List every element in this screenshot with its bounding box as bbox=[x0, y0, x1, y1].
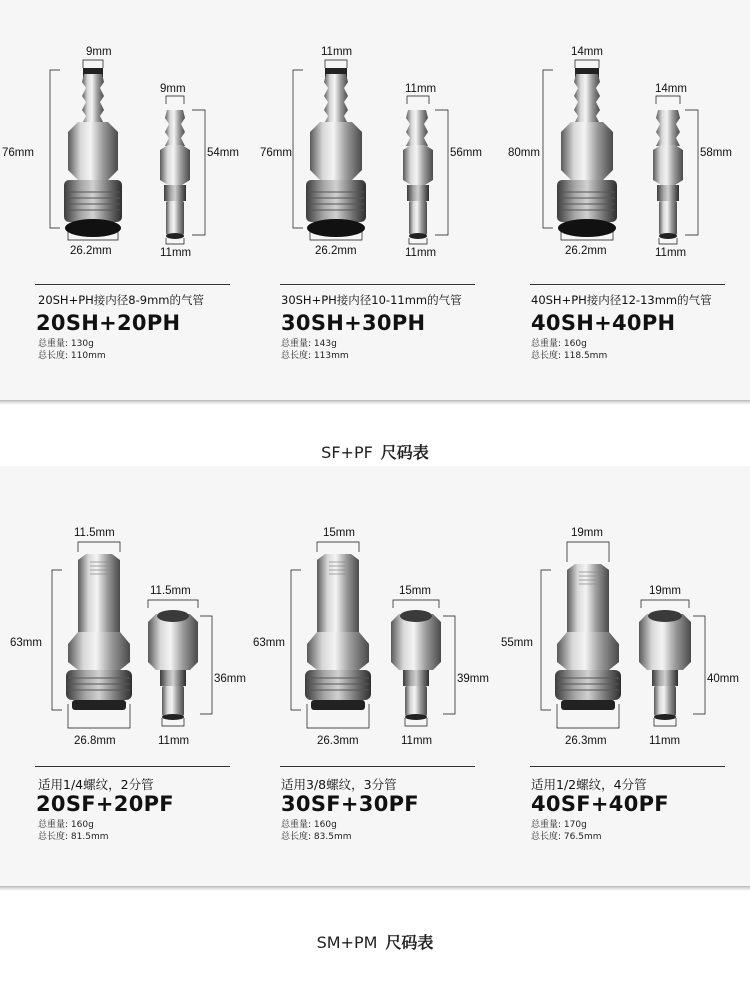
sm-pm-section-title bbox=[0, 930, 750, 953]
length-label: 总长度: bbox=[531, 832, 562, 842]
barb-coupler-illustration bbox=[495, 0, 735, 270]
socket-width-dim: 26.2mm bbox=[70, 245, 112, 257]
product-card-20sf bbox=[0, 466, 246, 866]
product-desc: 适用1/4螺纹，2分管 bbox=[38, 777, 154, 792]
weight-label: 总重量: bbox=[38, 820, 69, 830]
socket-width-dim: 26.2mm bbox=[565, 245, 607, 257]
product-card-20sh bbox=[0, 0, 240, 400]
socket-width-dim: 26.2mm bbox=[315, 245, 357, 257]
length-label: 总长度: bbox=[38, 351, 69, 361]
product-model: 20SF+20PF bbox=[36, 792, 174, 816]
plug-top-dim: 14mm bbox=[655, 83, 687, 95]
section-title-suffix: 尺码表 bbox=[385, 933, 434, 952]
female-coupler-illustration bbox=[495, 466, 739, 766]
length-value: 118.5mm bbox=[563, 351, 608, 361]
socket-top-dim: 15mm bbox=[323, 527, 355, 539]
length-value: 81.5mm bbox=[70, 832, 109, 842]
length-label: 总长度: bbox=[281, 351, 312, 361]
weight-label: 总重量: bbox=[531, 820, 562, 830]
socket-top-dim: 11.5mm bbox=[74, 527, 115, 539]
plug-top-dim: 19mm bbox=[649, 585, 681, 597]
socket-width-dim: 26.3mm bbox=[317, 735, 359, 747]
plug-top-dim: 11mm bbox=[405, 83, 437, 95]
product-model: 20SH+20PH bbox=[36, 311, 181, 335]
panel-shadow bbox=[0, 400, 750, 405]
plug-top-dim: 11.5mm bbox=[150, 585, 191, 597]
weight-value: 143g bbox=[313, 339, 337, 349]
product-length bbox=[38, 348, 106, 361]
plug-bottom-dim: 11mm bbox=[401, 735, 433, 747]
plug-bottom-dim: 11mm bbox=[655, 247, 687, 259]
plug-bottom-dim: 11mm bbox=[160, 247, 192, 259]
product-model: 30SH+30PH bbox=[281, 311, 426, 335]
product-desc: 30SH+PH接内径10-11mm的气管 bbox=[281, 293, 462, 307]
length-value: 110mm bbox=[70, 351, 106, 361]
product-length bbox=[531, 348, 607, 361]
product-desc: 20SH+PH接内径8-9mm的气管 bbox=[38, 293, 204, 307]
weight-value: 130g bbox=[70, 339, 94, 349]
product-model: 40SH+40PH bbox=[531, 311, 676, 335]
female-coupler-illustration bbox=[245, 466, 489, 766]
length-label: 总长度: bbox=[38, 832, 69, 842]
length-value: 76.5mm bbox=[563, 832, 602, 842]
length-value: 113mm bbox=[313, 351, 349, 361]
plug-height-dim: 36mm bbox=[214, 673, 246, 685]
socket-top-dim: 9mm bbox=[86, 46, 112, 58]
product-desc: 适用1/2螺纹，4分管 bbox=[531, 777, 647, 792]
socket-height-dim: 55mm bbox=[501, 637, 533, 649]
desc-divider bbox=[530, 766, 725, 767]
product-card-30sh bbox=[245, 0, 485, 400]
section-title-text: SF+PF bbox=[321, 443, 373, 462]
desc-divider bbox=[35, 766, 230, 767]
socket-height-dim: 80mm bbox=[508, 147, 540, 159]
weight-value: 170g bbox=[563, 820, 587, 830]
product-length bbox=[281, 348, 349, 361]
plug-height-dim: 54mm bbox=[207, 147, 239, 159]
weight-value: 160g bbox=[313, 820, 337, 830]
product-model: 30SF+30PF bbox=[281, 792, 419, 816]
desc-divider bbox=[280, 766, 475, 767]
plug-top-dim: 9mm bbox=[160, 83, 186, 95]
plug-height-dim: 56mm bbox=[450, 147, 482, 159]
socket-height-dim: 63mm bbox=[10, 637, 42, 649]
socket-top-dim: 11mm bbox=[321, 46, 353, 58]
product-card-30sf bbox=[245, 466, 489, 866]
desc-divider bbox=[530, 284, 725, 285]
weight-label: 总重量: bbox=[531, 339, 562, 349]
socket-width-dim: 26.8mm bbox=[74, 735, 116, 747]
length-value: 83.5mm bbox=[313, 832, 352, 842]
product-length bbox=[531, 829, 602, 842]
length-label: 总长度: bbox=[531, 351, 562, 361]
plug-bottom-dim: 11mm bbox=[405, 247, 437, 259]
desc-divider bbox=[280, 284, 475, 285]
socket-height-dim: 76mm bbox=[2, 147, 34, 159]
product-card-40sh bbox=[495, 0, 735, 400]
female-coupler-illustration bbox=[0, 466, 246, 766]
length-label: 总长度: bbox=[281, 832, 312, 842]
weight-label: 总重量: bbox=[281, 820, 312, 830]
section-title-text: SM+PM bbox=[316, 933, 378, 952]
panel-shadow bbox=[0, 886, 750, 891]
socket-top-dim: 14mm bbox=[571, 46, 603, 58]
sf-pf-section-title bbox=[0, 440, 750, 463]
weight-value: 160g bbox=[563, 339, 587, 349]
desc-divider bbox=[35, 284, 230, 285]
socket-width-dim: 26.3mm bbox=[565, 735, 607, 747]
barb-coupler-illustration bbox=[0, 0, 240, 270]
section-title-suffix: 尺码表 bbox=[380, 443, 429, 462]
plug-height-dim: 39mm bbox=[457, 673, 489, 685]
product-card-40sf bbox=[495, 466, 739, 866]
product-desc: 40SH+PH接内径12-13mm的气管 bbox=[531, 293, 712, 307]
plug-height-dim: 58mm bbox=[700, 147, 732, 159]
weight-label: 总重量: bbox=[281, 339, 312, 349]
plug-bottom-dim: 11mm bbox=[649, 735, 681, 747]
plug-top-dim: 15mm bbox=[399, 585, 431, 597]
weight-label: 总重量: bbox=[38, 339, 69, 349]
plug-bottom-dim: 11mm bbox=[158, 735, 190, 747]
barb-coupler-illustration bbox=[245, 0, 485, 270]
product-length bbox=[38, 829, 109, 842]
product-length bbox=[281, 829, 352, 842]
product-model: 40SF+40PF bbox=[531, 792, 669, 816]
product-desc: 适用3/8螺纹，3分管 bbox=[281, 777, 397, 792]
socket-height-dim: 76mm bbox=[260, 147, 292, 159]
socket-height-dim: 63mm bbox=[253, 637, 285, 649]
weight-value: 160g bbox=[70, 820, 94, 830]
socket-top-dim: 19mm bbox=[571, 527, 603, 539]
plug-height-dim: 40mm bbox=[707, 673, 739, 685]
